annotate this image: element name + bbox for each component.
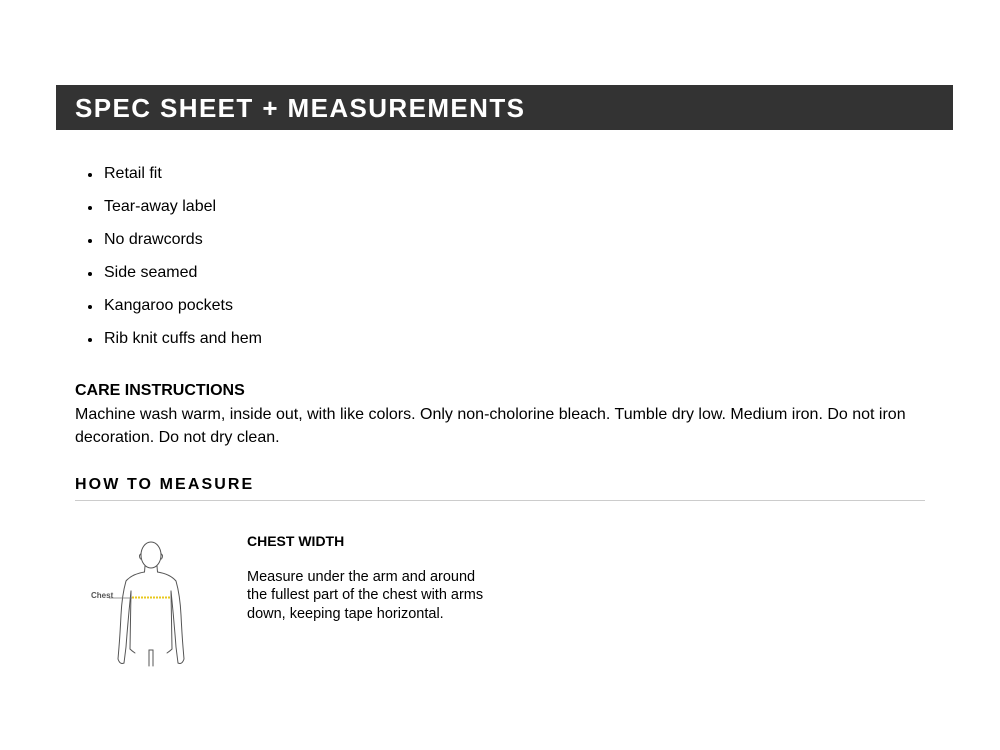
feature-label: Tear-away label <box>104 198 217 215</box>
feature-label: Kangaroo pockets <box>104 297 233 314</box>
bullet-icon <box>88 173 92 177</box>
chest-width-description: Measure under the arm and around the fullest part of the chest with arms down, keeping tape horizontal. <box>247 569 484 622</box>
how-to-measure-heading: HOW TO MEASURE <box>75 476 255 493</box>
list-item <box>75 296 262 329</box>
feature-label: Rib knit cuffs and hem <box>104 330 263 347</box>
chest-width-title: CHEST WIDTH <box>247 533 345 549</box>
figure-chest-label: Chest <box>91 591 114 600</box>
feature-list <box>75 164 262 362</box>
care-text: Machine wash warm, inside out, with like colors. Only non-cholorine bleach. Tumble dry low. Medium iron. Do not iron decoration. Do not dry clean. <box>75 406 906 446</box>
list-item <box>75 164 262 197</box>
list-item <box>75 263 262 296</box>
page-title: SPEC SHEET + MEASUREMENTS <box>75 93 526 123</box>
bullet-icon <box>88 272 92 276</box>
care-heading: CARE INSTRUCTIONS <box>75 382 245 399</box>
list-item <box>75 230 262 263</box>
feature-label: No drawcords <box>104 231 203 248</box>
bullet-icon <box>88 206 92 210</box>
list-item <box>75 329 262 362</box>
feature-label: Retail fit <box>104 165 162 182</box>
bullet-icon <box>88 338 92 342</box>
divider <box>75 500 925 501</box>
header-bar <box>56 85 953 130</box>
body-outline-icon <box>118 542 184 666</box>
chest-measurement-figure <box>88 535 188 670</box>
list-item <box>75 197 262 230</box>
bullet-icon <box>88 239 92 243</box>
bullet-icon <box>88 305 92 309</box>
feature-label: Side seamed <box>104 264 198 281</box>
